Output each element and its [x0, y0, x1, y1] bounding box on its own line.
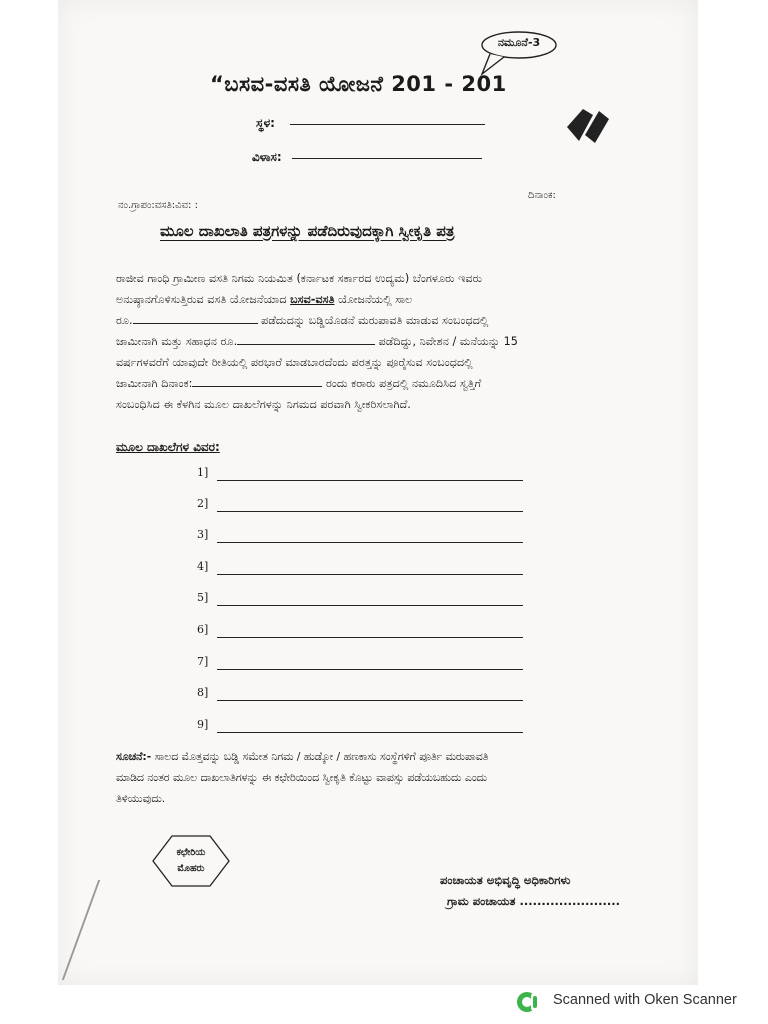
address-line [292, 158, 482, 159]
list-item [193, 466, 523, 484]
subsidy-amount-blank [237, 334, 375, 345]
loan-amount-blank [133, 313, 258, 324]
body-text: ಜಾಮೀನಾಗಿ ದಿನಾಂಕ: [116, 377, 193, 390]
note-line [116, 767, 614, 788]
note-text: ಸಾಲದ ಮೊತ್ತವನ್ನು ಬಡ್ಡಿ ಸಮೇತ ನಿಗಮ / ಹುಡ್ಕೋ / ಹಣಕಾಸು ಸಂಸ್ಥೆಗಳಿಗೆ ಪೂರ್ತಿ ಮರುಪಾವತಿ [151, 750, 489, 763]
list-item-number: 4] [197, 560, 209, 573]
scheme-name: ಬಸವ-ವಸತಿ [290, 293, 335, 306]
hexagon-seal-icon [152, 835, 230, 887]
corner-mark-icon [565, 105, 615, 145]
body-text: ಪಡೆದಿದ್ದು, ನಿವೇಶನ / ಮನೆಯನ್ನು 15 [375, 335, 518, 348]
body-text: ವರ್ಷಗಳವರೆಗೆ ಯಾವುದೇ ರೀತಿಯಲ್ಲಿ ಪರಭಾರೆ ಮಾಡಬಾರದೆಂದು ಪರತ್ತನ್ನು ಪೂರೈಸುವ ಸಂಬಂಧದಲ್ಲಿ [116, 356, 473, 369]
agreement-date-blank [192, 376, 322, 387]
list-item [193, 528, 523, 546]
place-line [290, 124, 485, 125]
list-item-number: 8] [197, 686, 209, 699]
list-item-number: 5] [197, 591, 209, 604]
subject-heading: ಮೂಲ ದಾಖಲಾತಿ ಪತ್ರಗಳನ್ನು ಪಡೆದಿರುವುದಕ್ಕಾಗಿ ಸ್ವೀಕೃತಿ ಪತ್ರ [160, 222, 455, 240]
seal-line-1: ಕಛೇರಿಯ [176, 847, 206, 858]
body-text: ರಾಜೀವ ಗಾಂಧಿ ಗ್ರಾಮೀಣ ವಸತಿ ನಿಗಮ ನಿಯಮಿತ (ಕರ್ನಾಟಕ ಸರ್ಕಾರದ ಉದ್ಯಮ) ಬೆಂಗಳೂರು ಇವರು [116, 272, 483, 285]
list-item-number: 9] [197, 718, 209, 731]
body-text: ಅನುಷ್ಠಾನಗೊಳಿಸುತ್ತಿರುವ ವಸತಿ ಯೋಜನೆಯಾದ [116, 293, 291, 306]
documents-list-heading: ಮೂಲ ದಾಖಲೆಗಳ ವಿವರ: [116, 440, 220, 454]
fill-line [217, 732, 523, 733]
address-label: ವಿಳಾಸ: [252, 150, 282, 164]
list-item [193, 686, 523, 704]
body-line [116, 373, 614, 394]
fill-line [217, 637, 523, 638]
body-text: ರೂ. [116, 314, 133, 327]
fill-line [217, 700, 523, 701]
note-label: ಸೂಚನೆ:- [116, 750, 152, 763]
fill-line [217, 605, 523, 606]
fill-line [217, 574, 523, 575]
list-item-number: 6] [197, 623, 209, 636]
form-number: ನಮೂನೆ-3 [497, 36, 541, 49]
body-line [116, 331, 614, 352]
note-text: ಮಾಡಿದ ನಂತರ ಮೂಲ ದಾಖಲಾತಿಗಳನ್ನು ಈ ಕಛೇರಿಯಿಂದ ಸ್ವೀಕೃತಿ ಕೊಟ್ಟು ವಾಪಸ್ಸು ಪಡೆಯಬಹುದು ಎಂದು [116, 771, 488, 784]
note-text: ತಿಳಿಯುವುದು. [116, 792, 166, 805]
place-label: ಸ್ಥಳ: [256, 116, 275, 130]
officer-title: ಪಂಚಾಯತ ಅಭಿವೃದ್ಧಿ ಅಧಿಕಾರಿಗಳು [440, 873, 571, 887]
list-item [193, 497, 523, 515]
list-item-number: 2] [197, 497, 209, 510]
scanner-watermark [515, 990, 765, 1014]
note-line [116, 746, 614, 767]
body-text: ಸಂಬಂಧಿಸಿದ ಈ ಕೆಳಗಿನ ಮೂಲ ದಾಖಲೆಗಳನ್ನು ನಿಗಮದ ಪರವಾಗಿ ಸ್ವೀಕರಿಸಲಾಗಿದೆ. [116, 398, 411, 411]
scanner-text: Scanned with Oken Scanner [553, 992, 737, 1008]
fill-line [217, 480, 523, 481]
body-line [116, 289, 614, 310]
fill-line [217, 511, 523, 512]
body-text: ಪಡೆದುದನ್ನು ಬಡ್ಡಿಯೊಡನೆ ಮರುಪಾವತಿ ಮಾಡುವ ಸಂಬಂಧದಲ್ಲಿ [257, 314, 489, 327]
list-item [193, 623, 523, 641]
body-line [116, 268, 614, 289]
note-paragraph [116, 746, 614, 809]
body-text: ಜಾಮೀನಾಗಿ ಮತ್ತು ಸಹಾಧನ ರೂ. [116, 335, 238, 348]
body-text: ರಂದು ಕರಾರು ಪತ್ರದಲ್ಲಿ ನಮೂದಿಸಿದ ಸ್ವತ್ತಿಗೆ [322, 377, 482, 390]
list-item [193, 718, 523, 736]
list-item [193, 591, 523, 609]
document-title: “ಬಸವ-ವಸತಿ ಯೋಜನೆ 201 - 201 [210, 72, 507, 96]
list-item-number: 3] [197, 528, 209, 541]
gram-panchayat-line: ಗ್ರಾಮ ಪಂಚಾಯತ ....................... [447, 894, 621, 908]
list-item [193, 655, 523, 673]
body-paragraph [116, 268, 614, 415]
body-line [116, 310, 614, 331]
list-item-number: 1] [197, 466, 209, 479]
body-line [116, 394, 614, 415]
body-text: ಯೋಜನೆಯಲ್ಲಿ ಸಾಲ [334, 293, 413, 306]
list-item [193, 560, 523, 578]
body-line [116, 352, 614, 373]
oken-scanner-logo-icon [515, 990, 543, 1014]
form-number-badge [480, 30, 558, 60]
fill-line [217, 669, 523, 670]
seal-line-2: ಮೊಹರು [177, 863, 205, 874]
office-seal [152, 835, 230, 887]
reference-number: ನಂ.ಗ್ರಾಪಂ:ವಸತಿ:ವಿವ: : [118, 200, 198, 211]
fill-line [217, 542, 523, 543]
date-label: ದಿನಾಂಕ: [528, 190, 556, 201]
list-item-number: 7] [197, 655, 209, 668]
note-line [116, 788, 614, 809]
